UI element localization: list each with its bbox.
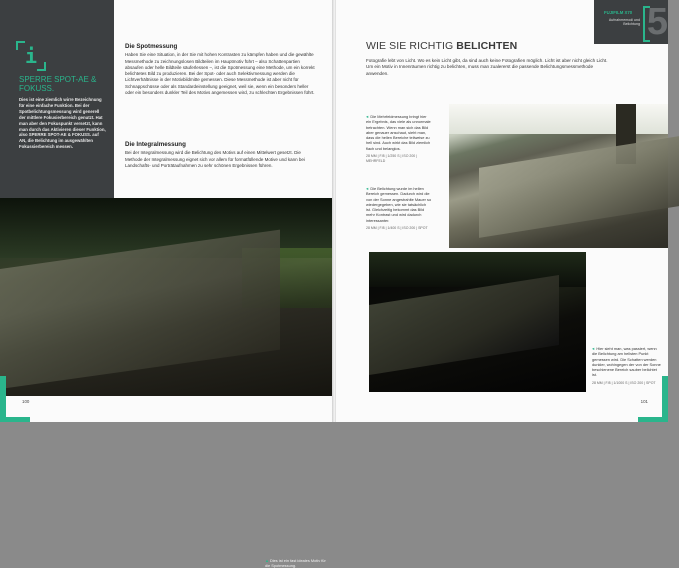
corner-marker: [638, 417, 668, 422]
intro-text: Fotografie lebt von Licht. Wo es kein Licht gibt, da sind auch keine Fotografien möglich. Licht ist aber nicht gleich Licht. Um ein Motiv in Innenräumen richtig zu belichten, muss man zualererst die passende Belichtungsmessmethode anwenden.: [366, 58, 608, 76]
photo-wall: [369, 275, 559, 375]
tip-box: [0, 0, 114, 198]
bright-wall-photo: [449, 104, 668, 248]
caption-spot-bright: [592, 346, 662, 386]
right-page: [336, 0, 668, 422]
left-page: [0, 0, 332, 568]
section-spotmessung: [125, 44, 318, 96]
title-bold: BELICHTEN: [456, 40, 518, 52]
chapter-number: 5: [646, 1, 668, 43]
section-heading: Die Spotmessung: [125, 43, 178, 50]
chapter-sub: Aufnahmemodi und Belichtung: [608, 18, 640, 27]
caption-text: Hier sieht man, was passiert, wenn die Belichtung am hellsten Punkt gemessen wird. Die Schatten werden dunkler, wohingegen der von der Sonne beschienene Bereich sauber belichtet ist.: [592, 346, 661, 378]
caption-exif: 28 MM | F/8 | 1/400 S | ISO 200 | SPOT: [366, 226, 428, 231]
section-heading: Die Integralmessung: [125, 141, 186, 148]
caption-spot: [366, 186, 432, 231]
section-integralmessung: [125, 142, 318, 169]
page-title: [366, 40, 517, 52]
caption-exif: 28 MM | F/8 | 1/1000 S | ISO 200 | SPOT: [592, 380, 656, 385]
chapter-tab: [594, 0, 668, 44]
section-body: Haben Sie eine Situation, in der Sie mit hohen Kontrasten zu kämpfen haben und die gewählte Messmethode zu zeichnungslosen Bildteilen im Hauptmotiv führt – also Schattenpartien absaufen oder helle Bildteile säuferlessen –, ist die Spotmessung eine Methode, um ein korrekt belichtetes Bild zu produzieren. Bei der Spot- oder auch Selektivmessung werden die Lichtverhältnisse in der Motivbildmitte gemessen. Diese Messmethode ist aber nicht für Schnappschüsse oder als Standardeinstellung geeignet, weil sie, wenn ein besonders heller oder ein besonders dunkler Teil des Motivs angemessen wird, zu schlechten Ergebnissen führt.: [125, 52, 315, 96]
section-body: Bei der Integralmessung wird die Belichtung des Motivs auf einen Mittelwert gesetzt. Die Methode der Integralmessung eignet sich vor allem für formatfüllende Motive und kann bei Landschafts- und Porträtaufnahmen zu sehr schönen Ergebnissen führen.: [125, 150, 305, 168]
tip-title: SPERRE SPOT-AE & FOKUSS.: [19, 75, 97, 93]
caption-mehrfeld: [366, 114, 432, 165]
title-light: WIE SIE RICHTIG: [366, 40, 457, 52]
caption-text: Die Belichtung wurde im hellen Bereich gemessen. Dadurch wird die von der Sonne angestrahlte Mauer so wiedergegeben, wie sie tatsächlich ist. Gleichzeitig bekommt das Bild mehr Kontrast und wird dadurch interessanter.: [366, 186, 432, 223]
page-number: 101: [640, 399, 648, 404]
photo-wall: [479, 136, 679, 238]
caption-exif: 28 MM | F/8 | 1/250 S | ISO 200 | MEHRFELD: [366, 154, 418, 164]
caption-text: Die Mehrfeldmessung bringt hier ein Ergebnis, das viele als unnormale betrachten. Wenn man sich das Bild aber genauer anschaut, sieht man, dass die hellen Bereiche teilweise zu hell sind. Auch wirkt das Bild ziemlich flach und belanglos.: [366, 114, 431, 151]
corner-marker: [0, 376, 6, 422]
corner-marker: [0, 417, 30, 422]
info-icon: i: [19, 44, 43, 68]
tip-text: Dies ist eine ziemlich wirre Bezeichnung für eine einfache Funktion. Bei der Spotbelichtungsmessung wird generell der mittlere Fokusierbereich genutzt. Hat man aber den Fokuspunkt versetzt, kann man durch das Aktivieren dieser Funktion, also SPERRE SPOT-AE & FOKUSS. auf AN, die Belichtung im ausgewählten Fokussierbereich messen.: [19, 97, 106, 150]
chapter-label: FUJIFILM X70: [604, 10, 633, 15]
dark-wall-photo: [369, 252, 586, 392]
page-number: 100: [22, 399, 30, 404]
corner-marker: [662, 376, 668, 422]
photo-caption: ▲ Dies ist ein fast ideales Motiv für die Spotmessung.: [265, 558, 327, 568]
